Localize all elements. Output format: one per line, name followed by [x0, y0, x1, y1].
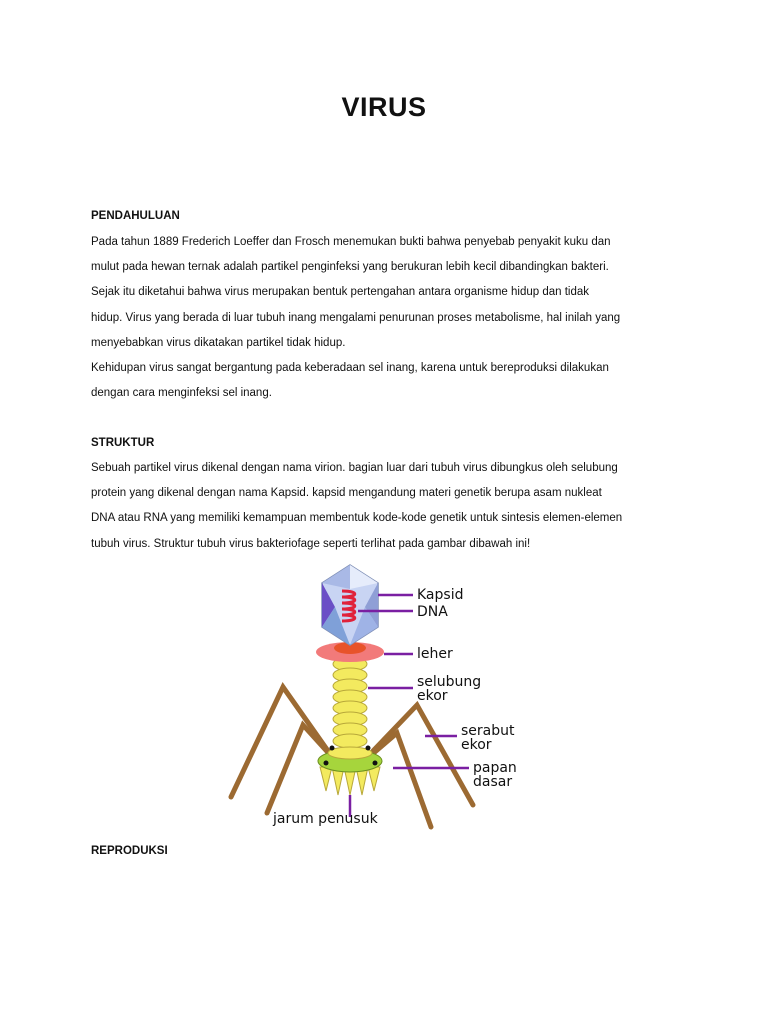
text-line: Pada tahun 1889 Frederich Loeffer dan Frosch menemukan bukti bahwa penyebab penyakit kuku dan [91, 236, 611, 248]
text-line: tubuh virus. Struktur tubuh virus bakteriofage seperti terlihat pada gambar dibawah ini! [91, 537, 531, 550]
paragraph-struktur [91, 456, 691, 557]
label-papan-dasar: dasar [473, 774, 513, 790]
label-leher: leher [417, 646, 453, 662]
label-serabut-ekor: ekor [461, 737, 492, 753]
bacteriophage-diagram [225, 555, 555, 835]
heading-struktur: STRUKTUR [91, 437, 155, 449]
label-papan: papan [473, 760, 517, 776]
capsid [322, 565, 378, 645]
tail-fiber-right-inner [369, 733, 431, 827]
label-selubung: selubung [417, 674, 482, 690]
text-line: mulut pada hewan ternak adalah partikel penginfeksi yang berukuran lebih kecil dibandingkan bakteri. [91, 261, 609, 274]
text-line: Sejak itu diketahui bahwa virus merupakan bentuk pertengahan antara organisme hidup dan tidak [91, 286, 590, 299]
text-line: dengan cara menginfeksi sel inang. [91, 387, 272, 400]
text-line: DNA atau RNA yang memiliki kemampuan membentuk kode-kode genetik untuk sintesis elemen-elemen [91, 512, 623, 525]
heading-pendahuluan: PENDAHULUAN [91, 210, 180, 222]
text-line: Kehidupan virus sangat bergantung pada keberadaan sel inang, karena untuk bereproduksi dilakukan [91, 362, 609, 375]
heading-reproduksi: REPRODUKSI [91, 845, 168, 857]
label-serabut: serabut [461, 723, 515, 739]
page-title: VIRUS [341, 92, 427, 122]
tail-fiber-right-outer [373, 705, 473, 805]
paragraph-pendahuluan [91, 230, 691, 406]
label-jarum-penusuk: jarum penusuk [273, 811, 378, 827]
text-line: hidup. Virus yang berada di luar tubuh inang mengalami penurunan proses metabolisme, hal inilah yang [91, 311, 621, 324]
text-line: menyebabkan virus dikatakan partikel tidak hidup. [91, 336, 346, 349]
label-dna: DNA [417, 604, 448, 620]
base-plate [318, 746, 382, 796]
label-kapsid: Kapsid [417, 587, 464, 603]
text-line: protein yang dikenal dengan nama Kapsid. kapsid mengandung materi genetik berupa asam nukleat [91, 487, 602, 500]
label-selubung-ekor: ekor [417, 688, 448, 704]
tail-sheath [333, 657, 367, 748]
text-line: Sebuah partikel virus dikenal dengan nama virion. bagian luar dari tubuh virus dibungkus oleh selubung [91, 462, 618, 474]
